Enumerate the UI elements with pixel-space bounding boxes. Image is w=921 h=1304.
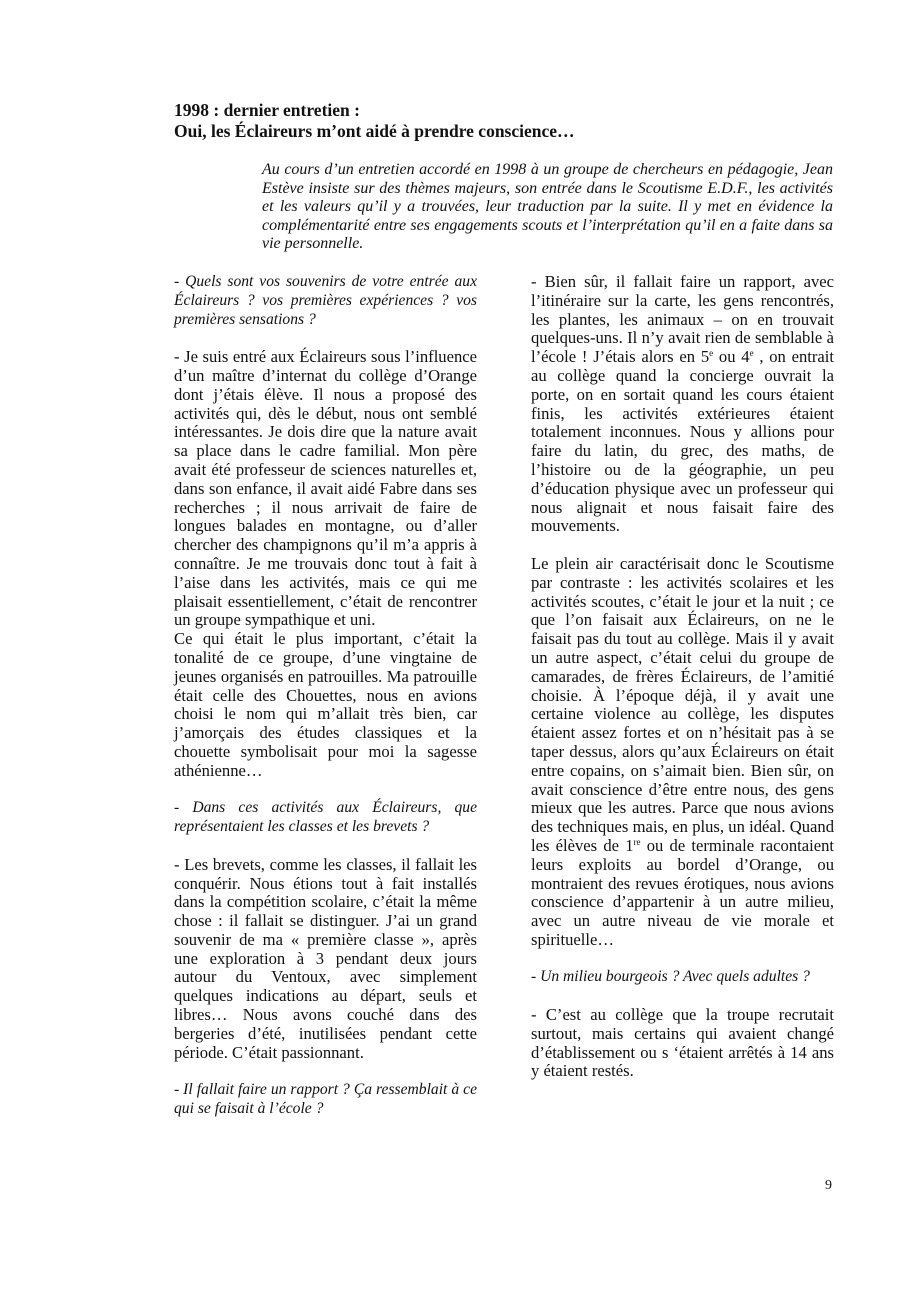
intro-paragraph: Au cours d’un entretien accordé en 1998 à un groupe de chercheurs en pédagogie, Jean Estève insiste sur des thèmes majeurs, son entrée dans le Scoutisme E.D.F., les activités et les valeurs qu’il y a trouvées, leur traduction par la suite. Il y met en évidence la complémentarité entre ses engagements scouts et l’interprétation qu’il en a faite dans sa vie personnelle.	[262, 161, 833, 253]
left-column	[174, 273, 477, 1138]
answer-3-paragraph-1: - Bien sûr, il fallait faire un rapport, avec l’itinéraire sur la carte, les gens rencontrés, les plantes, les animaux – on en trouvait quelques-uns. Il n’y avait rien de semblable à l’école ! J’étais alors en 5e ou 4e , on entrait au collège quand la concierge ouvrait la porte, on en sortait quand les cours étaient finis, les activités extérieures étaient totalement inconnues. Nous y allions pour faire du latin, du grec, des maths, de l’histoire ou de la géographie, un peu d’éducation physique avec un professeur qui nous alignait et nous faisait faire des mouvements.	[531, 272, 834, 536]
answer-3-paragraph-2: Le plein air caractérisait donc le Scoutisme par contraste : les activités scolaires et les activités scoutes, c’était le jour et la nuit ; ce que l’on faisait aux Éclaireurs, on ne le faisait pas du tout au collège. Mais il y avait un autre aspect, c’était celui du groupe de camarades, de frères Éclaireurs, de l’amitié choisie. À l’époque déjà, il y avait une certaine violence au collège, les disputes étaient assez fortes et on n’hésitait pas à se taper dessus, alors qu’aux Éclaireurs on était entre copains, on s’aimait bien. Bien sûr, on avait conscience d’être entre nous, des gens mieux que les autres. Parce que nous avions des techniques mais, en plus, un idéal. Quand les élèves de 1re ou de terminale racontaient leurs exploits au bordel d’Orange, ou montraient des revues érotiques, nous avions conscience d’appartenir à un autre milieu, avec un autre niveau de vie morale et spirituelle…	[531, 553, 834, 949]
answer-4: - C’est au collège que la troupe recrutait surtout, mais certains qui avaient changé d’établissement ou s ‘étaient arrêtés à 14 ans y étaient restés.	[531, 1005, 834, 1081]
question-2: - Dans ces activités aux Éclaireurs, que représentaient les classes et les brevets ?	[174, 799, 477, 836]
question-4: - Un milieu bourgeois ? Avec quels adultes ?	[531, 968, 810, 986]
title-line-2: Oui, les Éclaireurs m’ont aidé à prendre conscience…	[174, 121, 575, 141]
page-number: 9	[825, 1178, 832, 1193]
question-1: - Quels sont vos souvenirs de votre entrée aux Éclaireurs ? vos premières expériences ? vos premières sensations ?	[174, 273, 477, 328]
answer-1-paragraph-1: - Je suis entré aux Éclaireurs sous l’influence d’un maître d’internat du collège d’Orange dont j’étais élève. Il nous a proposé des activités qui, dès le début, nous ont semblé intéressantes. Je dois dire que la nature avait sa place dans le cadre familial. Mon père avait été professeur de sciences naturelles et, dans son enfance, il avait aidé Fabre dans ses recherches ; il nous arrivait de faire de longues balades en montagne, ou d’aller chercher des champignons qu’il m’a appris à connaître. Je me trouvais donc tout à fait à l’aise dans les activités, mais ce qui me plaisait essentiellement, c’était de rencontrer un groupe sympathique et uni.	[174, 347, 477, 630]
answer-1-paragraph-2: Ce qui était le plus important, c’était la tonalité de ce groupe, d’une vingtaine de jeunes organisés en patrouilles. Ma patrouille était celle des Chouettes, nous en avions choisi le nom qui m’allait très bien, car j’amorçais des études classiques et la chouette symbolisait pour moi la sagesse athénienne…	[174, 629, 477, 780]
right-column	[531, 273, 834, 1100]
question-3: - Il fallait faire un rapport ? Ça ressemblait à ce qui se faisait à l’école ?	[174, 1081, 477, 1118]
title-line-1: 1998 : dernier entretien :	[174, 100, 360, 120]
page-title	[174, 100, 854, 142]
answer-2: - Les brevets, comme les classes, il fallait les conquérir. Nous étions tout à fait installés dans la compétition scolaire, c’était la même chose : il fallait se distinguer. J’ai un grand souvenir de ma « première classe », après une exploration à 3 pendant deux jours autour du Ventoux, avec simplement quelques indications au départ, seuls et libres… Nous avons couché dans des bergeries d’été, inutilisées pendant cette période. C’était passionnant.	[174, 854, 477, 1062]
